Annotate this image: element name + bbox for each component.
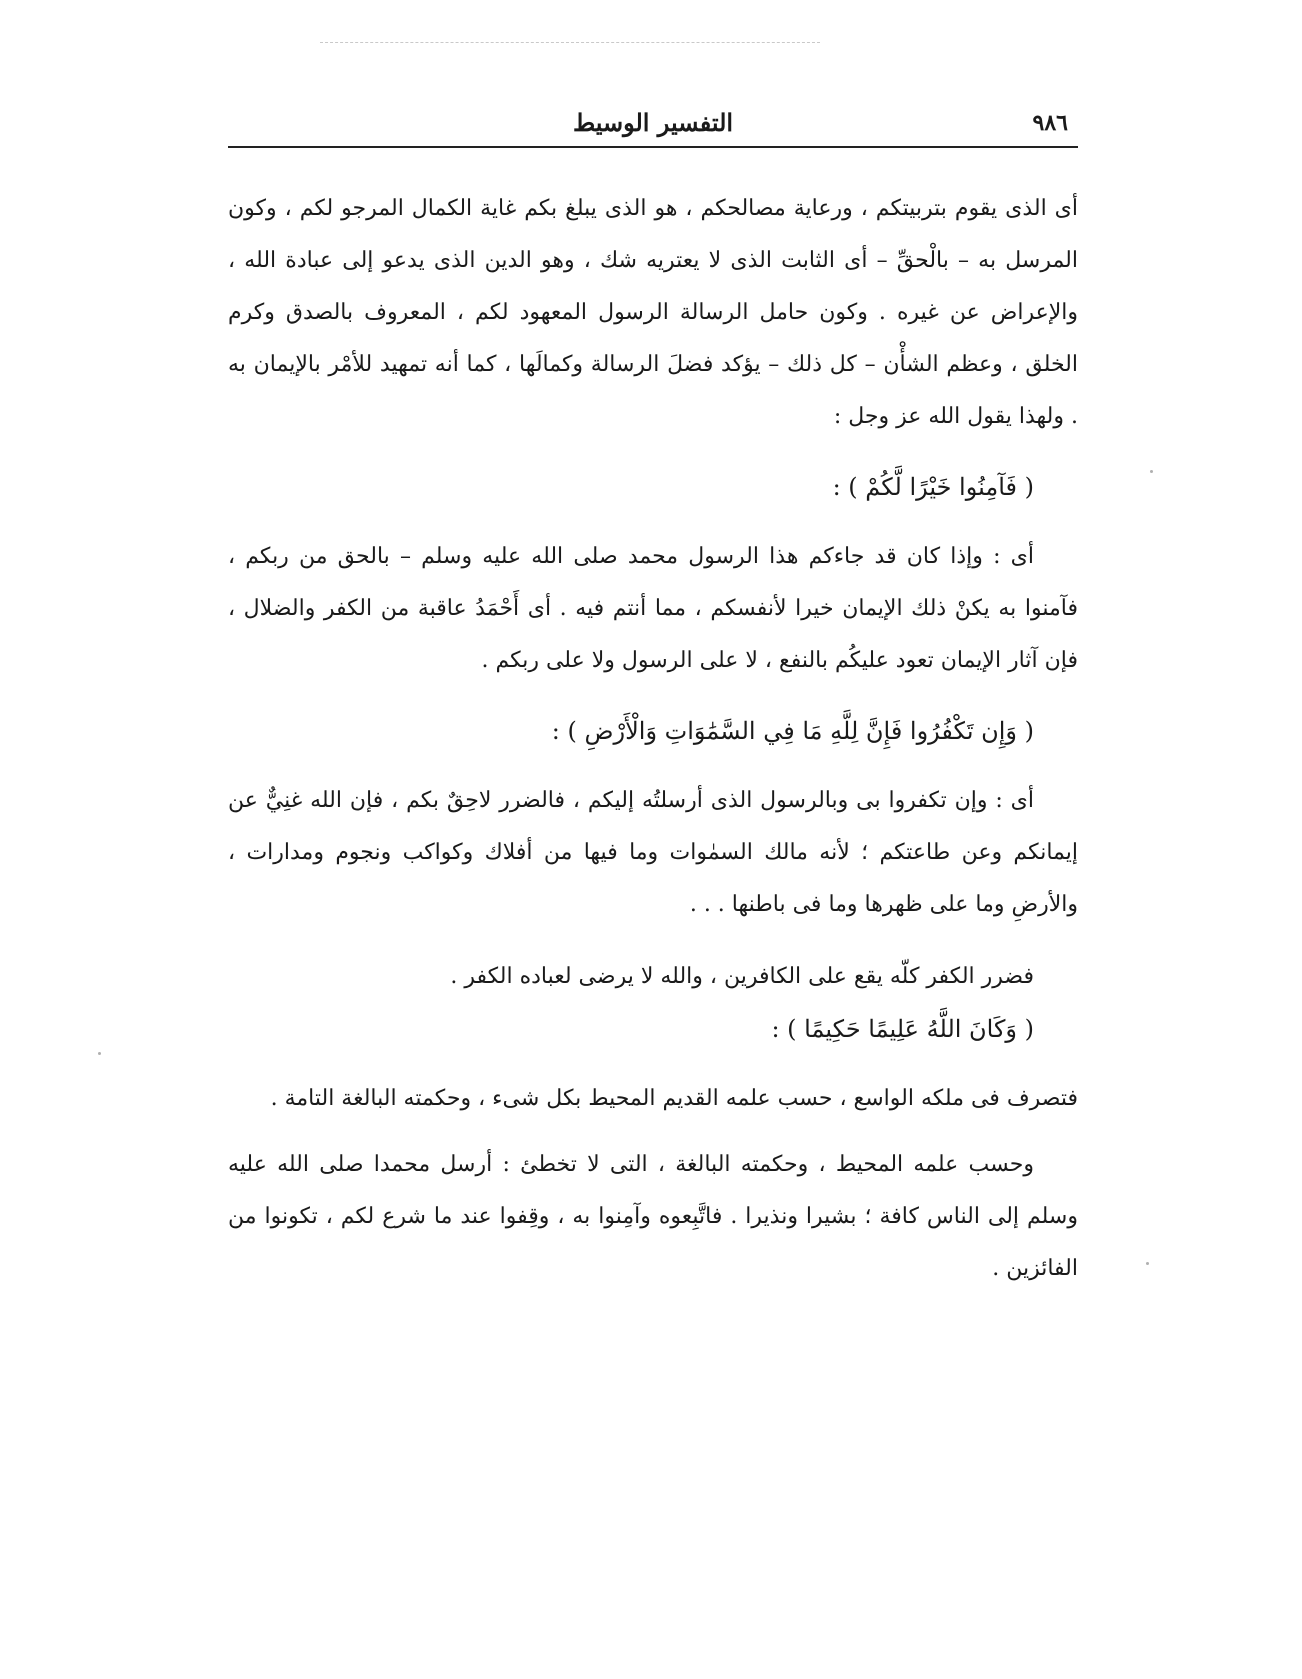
paragraph-1: أى الذى يقوم بتربيتكم ، ورعاية مصالحكم ، هو الذى يبلغ بكم غاية الكمال المرجو لكم ، وكون المرسل به – بالْحقِّ – أى الثابت الذى لا يعتريه شك ، وهو الدين الذى يدعو إلى عبادة الله ، والإعراض عن غيره . وكون حامل الرسالة الرسول المعهود لكم ، المعروف بالصدق وكرم الخلق ، وعظم الشأْن – كل ذلك – يؤكد فضلَ الرسالة وكمالَها ، كما أنه تمهيد للأمْر بالإيمان به . ولهذا يقول الله عز وجل :: [228, 196, 1078, 429]
page-number: ٩٨٦: [1032, 110, 1068, 136]
scan-speck: [98, 1052, 101, 1055]
verse-2: ( وَإِن تَكْفُرُوا فَإِنَّ لِلَّهِ مَا فِي السَّمَٰوَاتِ وَالْأَرْضِ ) :: [551, 717, 1034, 745]
paragraph-6: وحسب علمه المحيط ، وحكمته البالغة ، التى لا تخطئ : أرسل محمدا صلى الله عليه وسلم إلى الناس كافة ؛ بشيرا ونذيرا . فاتَّبِعوه وآمِنوا به ، وقِفوا عند ما شرع لكم ، تكونوا من الفائزين .: [228, 1152, 1078, 1281]
header-rule: [228, 146, 1078, 148]
scan-speck: [1146, 1262, 1149, 1265]
paragraph-3: أى : وإن تكفروا بى وبالرسول الذى أرسلتُه إليكم ، فالضرر لاحِقٌ بكم ، فإن الله غنِيٌّ عن إيمانكم وعن طاعتكم ؛ لأنه مالك السمٰوات وما فيها من أفلاك وكواكب ونجوم ومدارات ، والأرضِ وما على ظهرها وما فى باطنها . . .: [228, 788, 1078, 917]
page-body: [228, 183, 1078, 1295]
scan-speck: [1150, 470, 1153, 473]
paragraph-2: أى : وإذا كان قد جاءكم هذا الرسول محمد صلى الله عليه وسلم – بالحق من ربكم ، فآمنوا به يكنْ ذلك الإيمان خيرا لأنفسكم ، مما أنتم فيه . أى أَحْمَدُ عاقبة من الكفر والضلال ، فإن آثار الإيمان تعود عليكُم بالنفع ، لا على الرسول ولا على ربكم .: [228, 544, 1079, 673]
paragraph-5: فتصرف فى ملكه الواسع ، حسب علمه القديم المحيط بكل شىء ، وحكمته البالغة التامة .: [270, 1086, 1078, 1111]
running-title: التفسير الوسيط: [572, 108, 734, 137]
paragraph-4: فضرر الكفر كلّه يقع على الكافرين ، والله لا يرضى لعباده الكفر .: [450, 964, 1034, 989]
verse-1: ( فَآمِنُوا خَيْرًا لَّكُمْ ) :: [832, 473, 1034, 501]
verse-3: ( وَكَانَ اللَّهُ عَلِيمًا حَكِيمًا ) :: [771, 1015, 1034, 1043]
page-header: [228, 108, 1078, 148]
scan-artifact-line: [320, 42, 820, 43]
